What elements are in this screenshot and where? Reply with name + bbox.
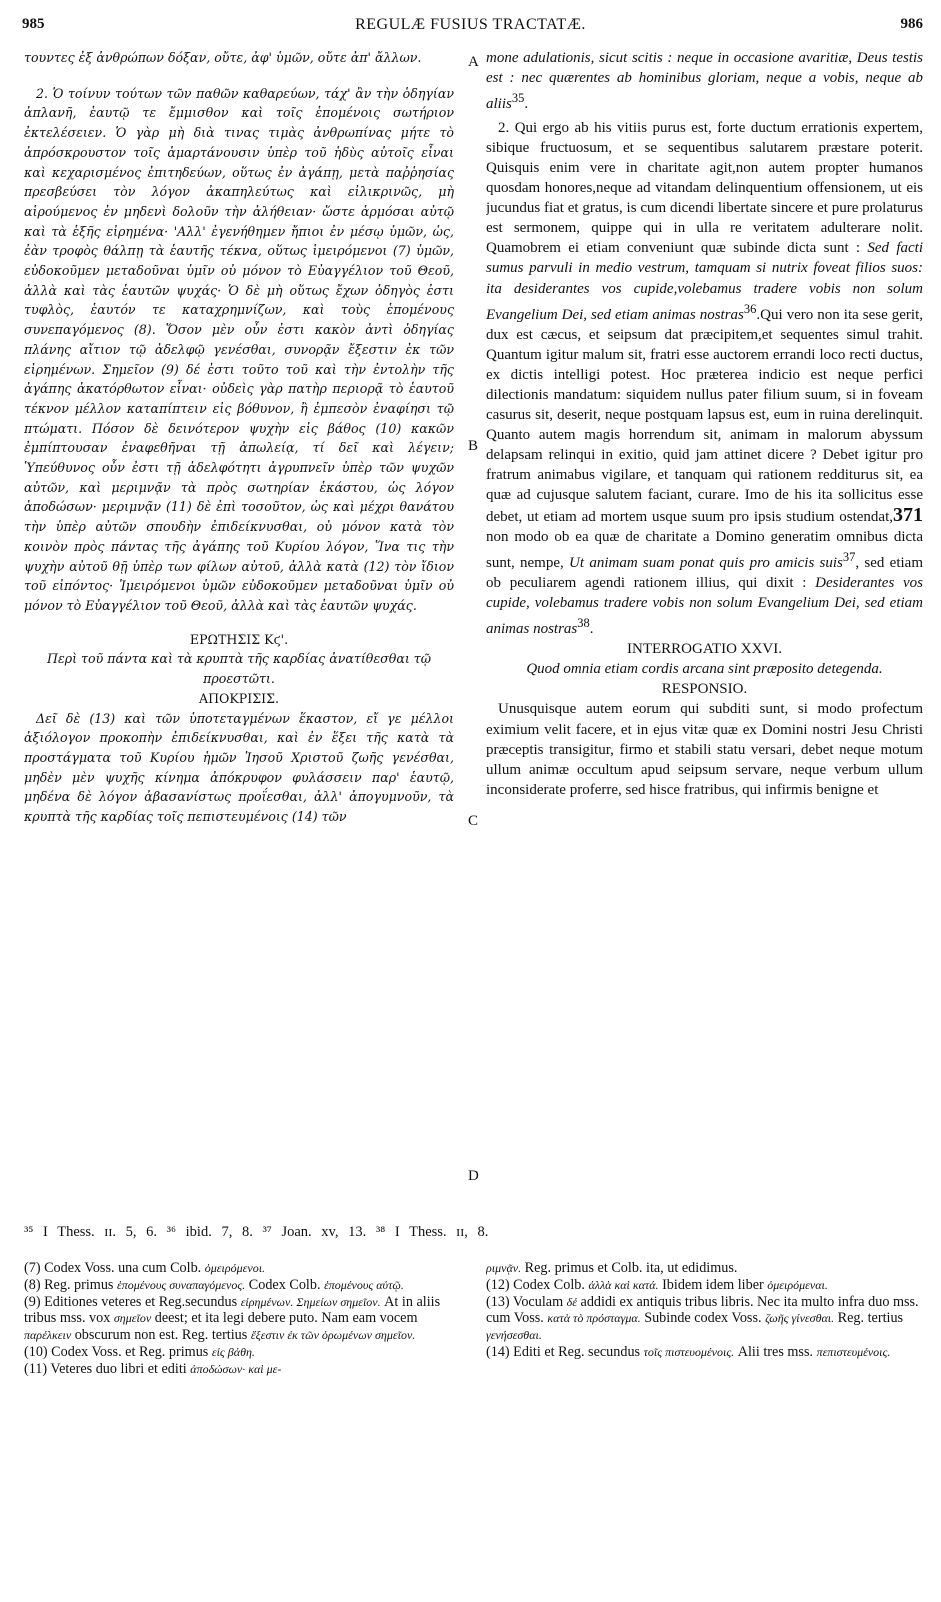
note-greek: ριμνᾷν. [486, 1261, 522, 1275]
footnote-ref: 36 [743, 301, 757, 316]
page-header [18, 10, 923, 38]
note-greek: εἰς βάθη. [211, 1344, 255, 1359]
greek-paragraph-2: 2. Ὁ τοίνυν τούτων τῶν παθῶν καθαρεύων, τάχ' ἂν τὴν ὁδηγίαν ἀπλανῆ, ἑαυτῷ τε ἔμμισθον καὶ τοῖς ἑπομένοις σωτήριον ἐκτελέσειεν. Ὁ γὰρ μὴ διὰ τινας τιμὰς ἀνθρωπίνας μήτε τὸ ἀπρόσκρουστον τοῖς ἁμαρτάνουσιν ὑπὲρ τοῦ ἡδὺς αὐτοῖς εἶναι καὶ κεχαρισμένος ἐπιτηδεύων, οὕτως ἐν ἀγάπῃ, μετὰ παῤῥησίας πρεσβεύσει τὸν λόγον ἀκαπηλεύτως καὶ εἰλικρινῶς, μὴ αἱρούμενος ἐν μηδενὶ δολοῦν τὴν ἀλήθειαν· ὥστε ἁρμόσαι αὐτῷ καὶ τὰ ἑξῆς εἰρημένα· 'Αλλ' ἐγενήθημεν ἤπιοι ἐν μέσῳ ὑμῶν, ὡς, ἐὰν τροφὸς θάλπῃ τὰ ἑαυτῆς τέκνα, οὕτως ἱμειρόμενοι (7) ὑμῶν, εὐδοκοῦμεν μεταδοῦναι ὑμῖν οὐ μόνον τὸ Εὐαγγέλιον τοῦ Θεοῦ, ἀλλὰ καὶ τὰς ἑαυτῶν ψυχάς· Ὁ δὲ μὴ οὕτως ἔχων ὁδηγὸς ἐστι τυφλὸς, ἑαυτόν τε καταχρημνίζων, καὶ τοὺς ἑπομένους συνεπαγόμενος (8). Ὅσον μὲν οὖν ἐστι κακὸν ἀντὶ ὁδηγίας πλάνης αἴτιον τῷ ἀδελφῷ γενέσθαι, συνορᾷν ἔξεστιν ἐκ τῶν εἰρημένων. Σημεῖον (9) δέ ἐστι τοῦτο τοῦ καὶ τὴν ἐντολὴν τῆς ἀγάπης ἀκατόρθωτον εἶναι· οὐδεὶς γὰρ πατὴρ περιορᾷ τὸ ἑαυτοῦ τέκνον μέλλον καταπίπτειν εἰς βόθυνον, ἢ ἐμπεσὸν ἐναφίησι τῷ πτώματι. Πόσον δὲ δεινότερον ψυχὴν εἰς βάθος (10) κακῶν ἐμπίπτουσαν ἐναφεθῆναι τῇ ἀπωλείᾳ, τί δεῖ καὶ λέγειν; Ὑπεύθυνος οὖν ἐστι τῇ ἀδελφότητι ἀγρυπνεῖν ὑπὲρ τῶν ψυχῶν αὐτῶν, καὶ μεριμνᾷν τὰ πρὸς σωτηρίαν ἑκάστου, ὡς λόγον ἀποδώσων· μεριμνᾷν (11) δὲ ἐπὶ τοσοῦτον, ὡς καὶ μέχρι θανάτου τὴν ὑπὲρ αὐτῶν σπουδὴν ἐπιδείκνυσθαι, οὐ μόνον κατὰ τὸν κοινὸν πρὸς πάντας τῆς ἀγάπης τοῦ Κυρίου λόγον, Ἵνα τις τὴν ψυχὴν αὐτοῦ θῇ ὑπὲρ των φίλων αὐτοῦ, ἀλλὰ κατὰ (12) τὸν ἴδιον τοῦ εἰπόντος· Ἱμειρόμενοι ὑμῶν εὐδοκοῦμεν μεταδοῦναι ὑμῖν οὐ μόνον τὸ Εὐαγγέλιον τοῦ Θεοῦ, ἀλλὰ καὶ τὰς ἑαυτῶν ψυχάς. [24, 85, 454, 613]
note-9 [24, 1294, 464, 1344]
note-greek: δέ [566, 1294, 577, 1309]
latin-text: non modo ob ea quæ de charitate a Domino generatim omnibus dicta sunt, nempe, [486, 529, 923, 572]
scripture-ref: ³⁷ Joan. xv, 13. [262, 1224, 367, 1240]
latin-quote: mone adulationis, sicut scitis : neque in occasione avaritiæ, Deus testis est : nec quærentes ab hominibus gloriam, neque a vobis, neque ab aliis [486, 50, 923, 113]
text-columns [18, 48, 923, 1223]
latin-quote: Desiderantes vos cupide, volebamus tradere vobis non solum Evangelium Dei, sed etiam animas nostras [486, 575, 923, 638]
note-text: (14) Editi et Reg. secundus [486, 1343, 641, 1360]
note-text: Alii tres mss. [734, 1343, 814, 1360]
note-7 [24, 1260, 464, 1277]
latin-paragraph-2: 2. Qui ergo ab his vitiis purus est, forte ductum errationis expertem, sibique fructuosum, et se sequentibus salutarem præstare poterit. Quisquis enim vere in charitate agit,non autem propter humanos quosdam honores,neque ad vitandam delinquentium offensionem, ut eis jucundus fiat et gratus, is cum dicendi libertate sincere et pure prolaturus est sermonem, quippe qui in ulla re veritatem adulterare nolit. Quamobrem ei etiam conveniunt quæ subinde dicta sunt : Sed facti sumus parvuli in medio vestrum, tamquam si nutrix foveat filios suos: ita desiderantes vos cupide,volebamus tradere vobis non solum Evangelium Dei, sed etiam animas nostras$^{36}$.Qui vero non ita sese gerit, dux est cæcus, et seipsum dat præcipitem,et sequentes simul trahit. Quantum igitur malum sit, fratri esse auctorem errandi loco recti ductus, ex dictis intelligi potest. Hoc præterea indicio est neque perfici dilectionis mandatum: siquidem nullus pater filium suum, si in foveam casurus sit, deserit, neque postquam lapsus est, eum in ruina derelinquit. Quanto autem magis horrendum sit, animam in malorum abyssum delapsam relinqui in exitio, quid jam attinet dicere ? Debet igitur pro fratrum animabus vigilare, et tanquam qui rationem redditurus sit, ea quæ ad cujusque salutem faciant, curare. Imo de his ita sollicitus esse debet, ut etiam ad mortem usque suum pro ipsis studium ostendat,371 non modo ob ea quæ de charitate a Domino generatim omnibus dicta sunt, nempe, Ut animam suam ponat quis pro amicis suis$^{37}$, sed etiam ob peculiarem agendi rationem illius, qui dixit : Desiderantes vos cupide, volebamus tradere vobis non solum Evangelium Dei, sed etiam animas nostras$^{38}$. [486, 120, 923, 638]
scripture-ref: ³⁸ I Thess. ɪɪ, 8. [375, 1224, 489, 1240]
note-text: Reg. tertius [834, 1310, 904, 1327]
note-text: Reg. primus et Colb. ita, ut edidimus. [521, 1260, 738, 1276]
latin-paragraph-continuation: mone adulationis, sicut scitis : neque in occasione avaritiæ, Deus testis est : nec quærentes ab hominibus gloriam, neque a vobis, neque ab aliis$^{35}$. [486, 50, 923, 113]
note-greek: εἰρημένων. Σημείων σημεῖον. [240, 1294, 381, 1309]
note-text: (7) Codex Voss. una cum Colb. [24, 1260, 202, 1276]
latin-response-heading: RESPONSIO. [661, 681, 748, 698]
footnote-ref: 38 [577, 616, 590, 631]
note-text: (9) Editiones veteres et Reg.secundus [24, 1293, 238, 1310]
footnote-ref: 35 [511, 91, 525, 106]
notes-right-column [486, 1260, 923, 1361]
footnote-ref: 37 [842, 550, 856, 565]
greek-column [24, 48, 454, 827]
margin-letter-c: C [468, 813, 479, 829]
greek-question-title: ΕΡΩΤΗΣΙΣ Κϛ'. [189, 631, 289, 647]
scripture-references [24, 1224, 923, 1241]
note-text: (8) Reg. primus [24, 1276, 114, 1293]
running-title: REGULÆ FUSIUS TRACTATÆ. [355, 16, 586, 33]
note-greek: ἔξεστιν ἐκ τῶν ὁρωμένων σημεῖον. [250, 1328, 416, 1343]
column-number: 371 [893, 504, 923, 527]
scripture-ref: ³⁵ I Thess. ɪɪ. 5, 6. [24, 1224, 157, 1240]
greek-question-subtitle: Περὶ τοῦ πάντα καὶ τὰ κρυπτὰ τῆς καρδίας ἀνατίθεσθαι τῷ προεστῶτι. [46, 651, 432, 687]
latin-question-subtitle: Quod omnia etiam cordis arcana sint præposito detegenda. [526, 661, 883, 678]
margin-letter-b: B [468, 438, 479, 454]
note-text: (12) Codex Colb. [486, 1276, 585, 1293]
note-text: At in aliis tribus mss. vox [24, 1293, 441, 1327]
note-text: (11) Veteres duo libri et editi [24, 1360, 187, 1377]
note-greek: κατὰ τὸ πρόσταγμα. [547, 1311, 641, 1326]
note-8 [24, 1277, 464, 1294]
note-11 [24, 1361, 464, 1378]
note-text: Codex Colb. [245, 1276, 321, 1293]
note-greek: πεπιστευμένοις. [816, 1344, 891, 1359]
note-greek: ὁμειρόμενοι. [204, 1261, 266, 1275]
page [18, 10, 923, 1377]
greek-paragraph-continuation: τουντες ἐξ ἀνθρώπων δόξαν, οὔτε, ἀφ' ὑμῶν, οὔτε ἀπ' ἄλλων. [24, 50, 422, 65]
latin-column [486, 48, 923, 800]
notes-left-column [24, 1260, 464, 1378]
note-greek: ἀποδώσων· καὶ με- [190, 1361, 282, 1376]
note-greek: ἀλλὰ καὶ κατά. [588, 1277, 659, 1292]
note-greek: ἑπομένους αὐτῷ. [324, 1277, 404, 1292]
note-11-continued [486, 1260, 923, 1277]
latin-quote: Ut animam suam ponat quis pro amicis suis [569, 555, 843, 572]
greek-response-heading: ΑΠΟΚΡΙΣΙΣ. [198, 690, 280, 706]
note-text: (10) Codex Voss. et Reg. primus [24, 1343, 209, 1360]
note-text: Subinde codex Voss. [640, 1310, 762, 1327]
margin-letter-a: A [468, 54, 479, 70]
note-text: obscurum non est. Reg. tertius [71, 1327, 248, 1344]
note-12 [486, 1277, 923, 1294]
note-greek: ἑπομένους συναπαγόμενος. [117, 1277, 246, 1292]
latin-response-paragraph: Unusquisque autem eorum qui subditi sunt, si modo profectum eximium velit facere, et in ejus vitæ quæ ex Domini nostri Jesu Christi præceptis transigitur, firmo et stabili statu versari, debet neque motum ullum animæ occultum apud seipsum servare, neque verbum ullum inconsiderate proferre, sed hisce fratribus, qui infirmis benigne et [486, 701, 923, 798]
note-greek: γενήσεσθαι. [486, 1328, 542, 1343]
note-greek: σημεῖον [113, 1311, 152, 1326]
margin-letter-d: D [468, 1168, 479, 1184]
latin-text: 2. Qui ergo ab his vitiis purus est, forte ductum errationis expertem, sibique fructuosum, et se sequentibus salutarem præstare poterit. Quisquis enim vere in charitate agit,non autem propter humanos quosdam honores,neque ad vitandam delinquentium offensionem, ut eis jucundus fiat et gratus, is cum dicendi libertate sincere et pure prolaturus est sermonem, quippe qui in ulla re veritatem adulterare nolit. Quamobrem ei etiam conveniunt quæ subinde dicta sunt : [486, 120, 923, 257]
note-greek: ζωῆς γίνεσθαι. [765, 1311, 835, 1326]
note-text: addidi ex antiquis tribus libris. Nec ita multo infra duo mss. cum Voss. [486, 1293, 919, 1327]
latin-text: .Qui vero non ita sese gerit, dux est cæcus, et seipsum dat præcipitem,et sequentes simul trahit. Quantum igitur malum sit, fratri esse auctorem errandi loco recti ductus, ex dictis intelligi potest. Hoc præterea indicio est neque perfici dilectionis mandatum: siquidem nullus pater filium suum, si in foveam casurus sit, deserit, neque postquam lapsus est, eum in ruina derelinquit. Quanto autem magis horrendum sit, animam in malorum abyssum delapsam relinqui in exitio, quid jam attinet dicere ? Debet igitur pro fratrum animabus vigilare, et tanquam qui rationem redditurus sit, ea quæ ad cujusque salutem faciant, curare. Imo de his ita sollicitus esse debet, ut etiam ad mortem usque suum pro ipsis studium ostendat, [486, 306, 923, 526]
page-number-left: 985 [22, 16, 45, 32]
greek-response-paragraph: Δεῖ δὲ (13) καὶ τῶν ὑποτεταγμένων ἕκαστον, εἴ γε μέλλοι ἀξιόλογον προκοπὴν ἐπιδείκνυσθαι, καὶ ἐν ἕξει τῆς κατὰ τὰ προστάγματα τοῦ Κυρίου ἡμῶν Ἰησοῦ Χριστοῦ ζωῆς γενέσθαι, μηδὲν μὲν ψυχῆς κίνημα ἀπόκρυφον φυλάσσειν παρ' ἑαυτῷ, μηδένα δὲ λόγον ἀβασανίστως προΐεσθαι, ἀλλ' ἀπογυμνοῦν, τὰ κρυπτὰ τῆς καρδίας τοῖς πεπιστευμένοις (14) τῶν [24, 710, 454, 825]
note-13 [486, 1294, 923, 1344]
latin-text: , sed etiam ob peculiarem agendi rationem illius, qui dixit : [486, 555, 923, 592]
note-text: (13) Voculam [486, 1293, 564, 1310]
page-number-right: 986 [900, 16, 923, 32]
note-14 [486, 1344, 923, 1361]
editorial-notes [18, 1260, 923, 1600]
note-10 [24, 1344, 464, 1361]
note-text: deest; et ita legi debere puto. Nam eam vocem [151, 1310, 418, 1327]
note-greek: παρέλκειν [24, 1328, 72, 1343]
note-greek: τοῖς πιστευομένοις. [643, 1344, 735, 1359]
latin-quote: Sed facti sumus parvuli in medio vestrum, tamquam si nutrix foveat filios suos: ita desiderantes vos cupide,volebamus tradere vobis non solum Evangelium Dei, sed etiam animas nostras [486, 240, 923, 323]
latin-question-title: INTERROGATIO XXVI. [627, 641, 782, 658]
note-text: Ibidem idem liber [658, 1276, 764, 1293]
scripture-ref: ³⁶ ibid. 7, 8. [166, 1224, 253, 1240]
note-greek: ὁμειρόμεναι. [767, 1277, 828, 1292]
